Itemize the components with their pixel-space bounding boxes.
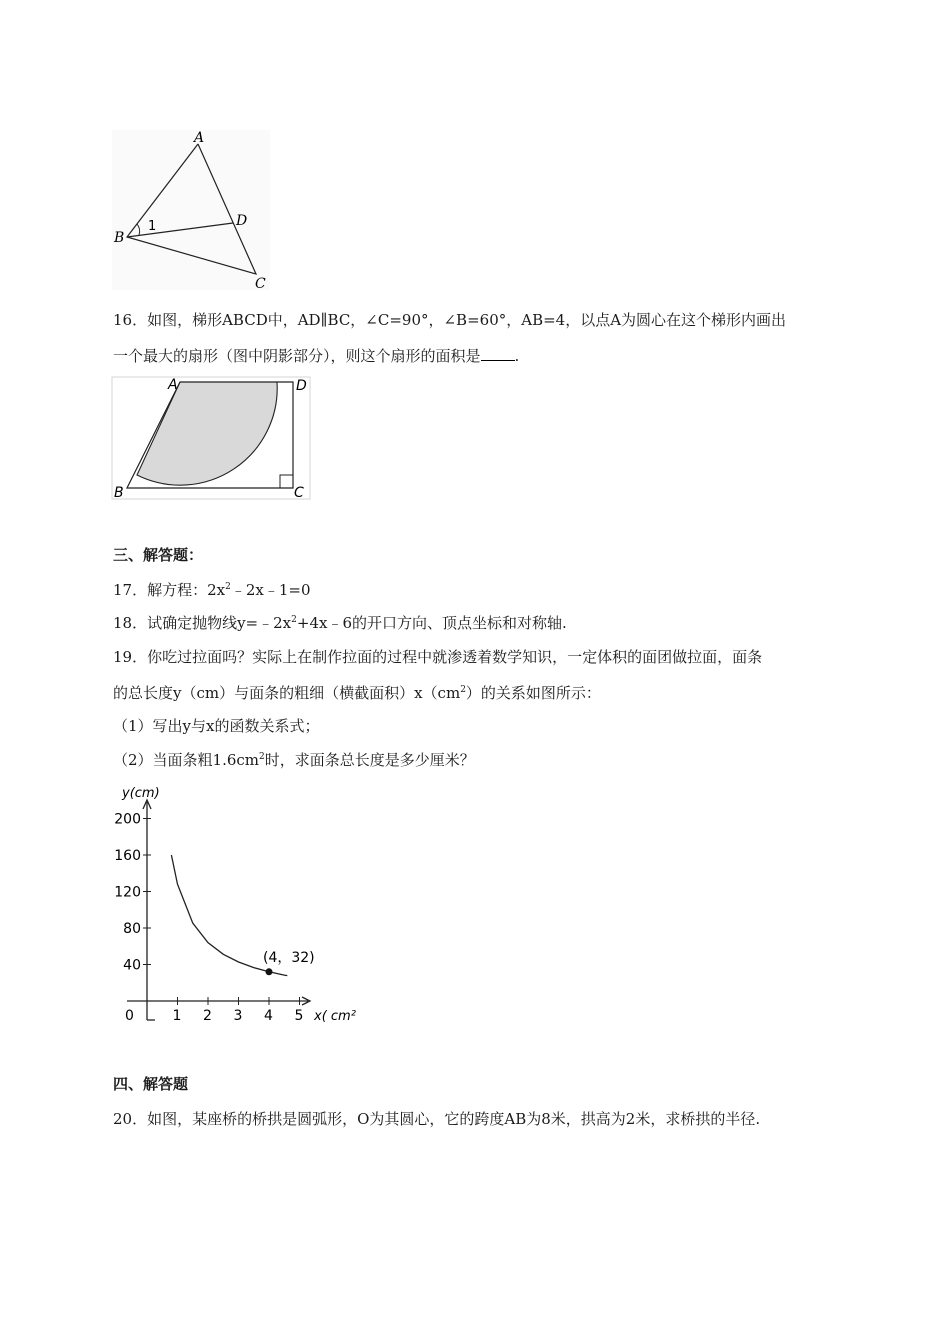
x-tick-label: 2 (203, 1008, 212, 1024)
q18-text: 18．试确定抛物线y=﹣2x (113, 614, 292, 632)
q19-line2-sup: 2 (460, 685, 466, 695)
x-tick-label: 4 (264, 1008, 273, 1024)
trapezoid-figure (110, 375, 315, 503)
q17-text-end: ﹣2x﹣1=0 (230, 581, 311, 599)
q16-line1: 16．如图，梯形ABCD中，AD∥BC，∠C=90°，∠B=60°，AB=4，以点A为圆心在这个梯形内画出 (113, 311, 787, 329)
y-tick-label: 120 (114, 884, 141, 901)
x-tick-label: 5 (294, 1008, 304, 1024)
x-tick-label: 3 (233, 1008, 243, 1024)
answer-blank (481, 346, 515, 361)
q18 (113, 613, 567, 633)
label-d: D (236, 213, 248, 229)
label-d: D (296, 378, 307, 394)
q17-text: 17．解方程：2x (113, 581, 226, 599)
q16-line2-end: . (514, 347, 520, 365)
y-tick-label: 160 (114, 848, 141, 864)
y-tick-label: 80 (123, 921, 141, 937)
label-c: C (294, 485, 304, 501)
q19-sub2 (113, 750, 475, 770)
q19-sub2-end: 时，求面条总长度是多少厘米？ (264, 751, 475, 769)
label-a: A (168, 377, 178, 393)
q19-line1: 19．你吃过拉面吗？实际上在制作拉面的过程中就渗透着数学知识，一定体积的面团做拉面，面条 (113, 648, 763, 666)
angle-1-label: 1 (148, 219, 157, 234)
q19-line2-end: ）的关系如图所示： (465, 684, 601, 702)
y-tick-label: 200 (114, 811, 141, 828)
label-b: B (114, 485, 124, 501)
x-tick-label: 1 (172, 1008, 182, 1024)
q16-line2 (113, 346, 519, 366)
q16-line2-text: 一个最大的扇形（图中阴影部分），则这个扇形的面积是 (113, 347, 481, 365)
q19-line2-text: 的总长度y（cm）与面条的粗细（横截面积）x（cm (113, 684, 461, 702)
q19-line2 (113, 683, 601, 703)
data-point (266, 968, 273, 975)
y-tick-label: 40 (123, 957, 141, 974)
q19-sub1: （1）写出y与x的函数关系式； (113, 717, 320, 735)
q17 (113, 580, 311, 600)
label-b: B (114, 230, 125, 246)
function-graph (112, 780, 372, 1028)
x-axis-title: x( cm² (314, 1009, 356, 1024)
q17-sup: 2 (225, 582, 231, 592)
section-4-title: 四、解答题 (113, 1075, 189, 1093)
origin-label: 0 (125, 1008, 134, 1024)
q18-sup: 2 (291, 615, 297, 625)
triangle-figure (110, 128, 275, 293)
label-c: C (255, 276, 266, 292)
q18-text-end: +4x﹣6的开口方向、顶点坐标和对称轴. (296, 614, 567, 632)
q19-sub2-sup: 2 (259, 752, 265, 762)
q19-sub2-text: （2）当面条粗1.6cm (113, 751, 260, 769)
section-3-title: 三、解答题： (113, 546, 204, 564)
q20: 20．如图，某座桥的桥拱是圆弧形，O为其圆心，它的跨度AB为8米，拱高为2米，求桥拱的半径. (113, 1110, 761, 1128)
label-a: A (194, 130, 205, 146)
y-axis-title: y(cm) (122, 786, 160, 801)
data-point-label: (4，32) (263, 949, 315, 966)
